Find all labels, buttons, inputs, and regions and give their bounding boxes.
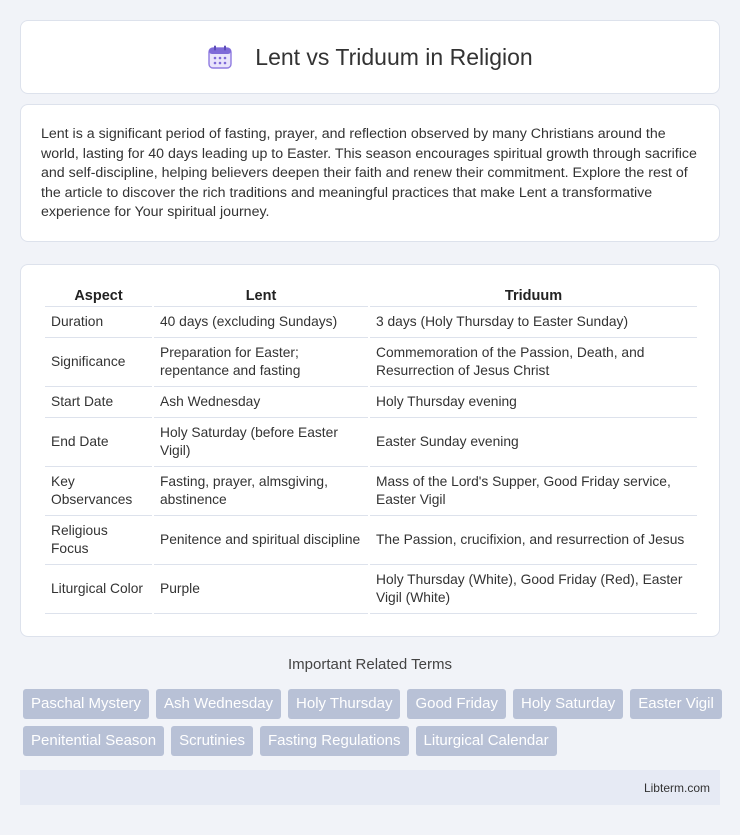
header-lent: Lent	[154, 283, 368, 307]
intro-card	[20, 104, 720, 242]
related-terms-title: Important Related Terms	[288, 656, 452, 673]
term-tag[interactable]: Holy Saturday	[513, 689, 623, 719]
cell-triduum: Commemoration of the Passion, Death, and Resurrection of Jesus Christ	[370, 338, 697, 387]
header-card	[20, 20, 720, 94]
table-row	[45, 418, 697, 467]
intro-text: Lent is a significant period of fasting, prayer, and reflection observed by many Christians around the world, lasting for 40 days leading up to Easter. This season encourages spiritual growth through sacrifice and self-discipline, helping believers deepen their faith and renew their commitment. Explore the rest of the article to discover the rich traditions and meaningful practices that make Lent a transformative experience for Your spiritual journey.	[41, 126, 697, 221]
cell-triduum: 3 days (Holy Thursday to Easter Sunday)	[370, 307, 697, 338]
header-aspect: Aspect	[45, 283, 152, 307]
term-tag[interactable]: Scrutinies	[171, 726, 253, 756]
term-tag[interactable]: Good Friday	[407, 689, 506, 719]
term-tag[interactable]: Liturgical Calendar	[416, 726, 557, 756]
cell-lent: Ash Wednesday	[154, 387, 368, 418]
cell-lent: Preparation for Easter; repentance and fasting	[154, 338, 368, 387]
term-tag[interactable]: Penitential Season	[23, 726, 164, 756]
term-tag[interactable]: Easter Vigil	[630, 689, 722, 719]
calendar-icon	[207, 44, 233, 70]
related-terms-list	[23, 689, 723, 756]
cell-triduum: Holy Thursday evening	[370, 387, 697, 418]
footer	[20, 770, 720, 805]
table-header-row	[45, 283, 697, 307]
page-title: Lent vs Triduum in Religion	[255, 43, 533, 70]
table-row	[45, 387, 697, 418]
term-tag[interactable]: Holy Thursday	[288, 689, 400, 719]
cell-triduum: Mass of the Lord's Supper, Good Friday service, Easter Vigil	[370, 467, 697, 516]
cell-aspect: Religious Focus	[45, 516, 152, 565]
table-row	[45, 565, 697, 614]
table-row	[45, 516, 697, 565]
cell-aspect: End Date	[45, 418, 152, 467]
term-tag[interactable]: Paschal Mystery	[23, 689, 149, 719]
term-tag[interactable]: Fasting Regulations	[260, 726, 409, 756]
header-triduum: Triduum	[370, 283, 697, 307]
cell-triduum: The Passion, crucifixion, and resurrection of Jesus	[370, 516, 697, 565]
cell-triduum: Easter Sunday evening	[370, 418, 697, 467]
footer-link[interactable]: Libterm.com	[643, 781, 710, 795]
cell-lent: 40 days (excluding Sundays)	[154, 307, 368, 338]
cell-lent: Holy Saturday (before Easter Vigil)	[154, 418, 368, 467]
table-row	[45, 338, 697, 387]
cell-triduum: Holy Thursday (White), Good Friday (Red), Easter Vigil (White)	[370, 565, 697, 614]
cell-lent: Penitence and spiritual discipline	[154, 516, 368, 565]
cell-aspect: Start Date	[45, 387, 152, 418]
cell-aspect: Key Observances	[45, 467, 152, 516]
cell-lent: Purple	[154, 565, 368, 614]
comparison-card	[20, 264, 720, 637]
cell-aspect: Liturgical Color	[45, 565, 152, 614]
cell-aspect: Duration	[45, 307, 152, 338]
term-tag[interactable]: Ash Wednesday	[156, 689, 281, 719]
table-row	[45, 307, 697, 338]
cell-lent: Fasting, prayer, almsgiving, abstinence	[154, 467, 368, 516]
comparison-table	[43, 283, 699, 614]
cell-aspect: Significance	[45, 338, 152, 387]
table-row	[45, 467, 697, 516]
